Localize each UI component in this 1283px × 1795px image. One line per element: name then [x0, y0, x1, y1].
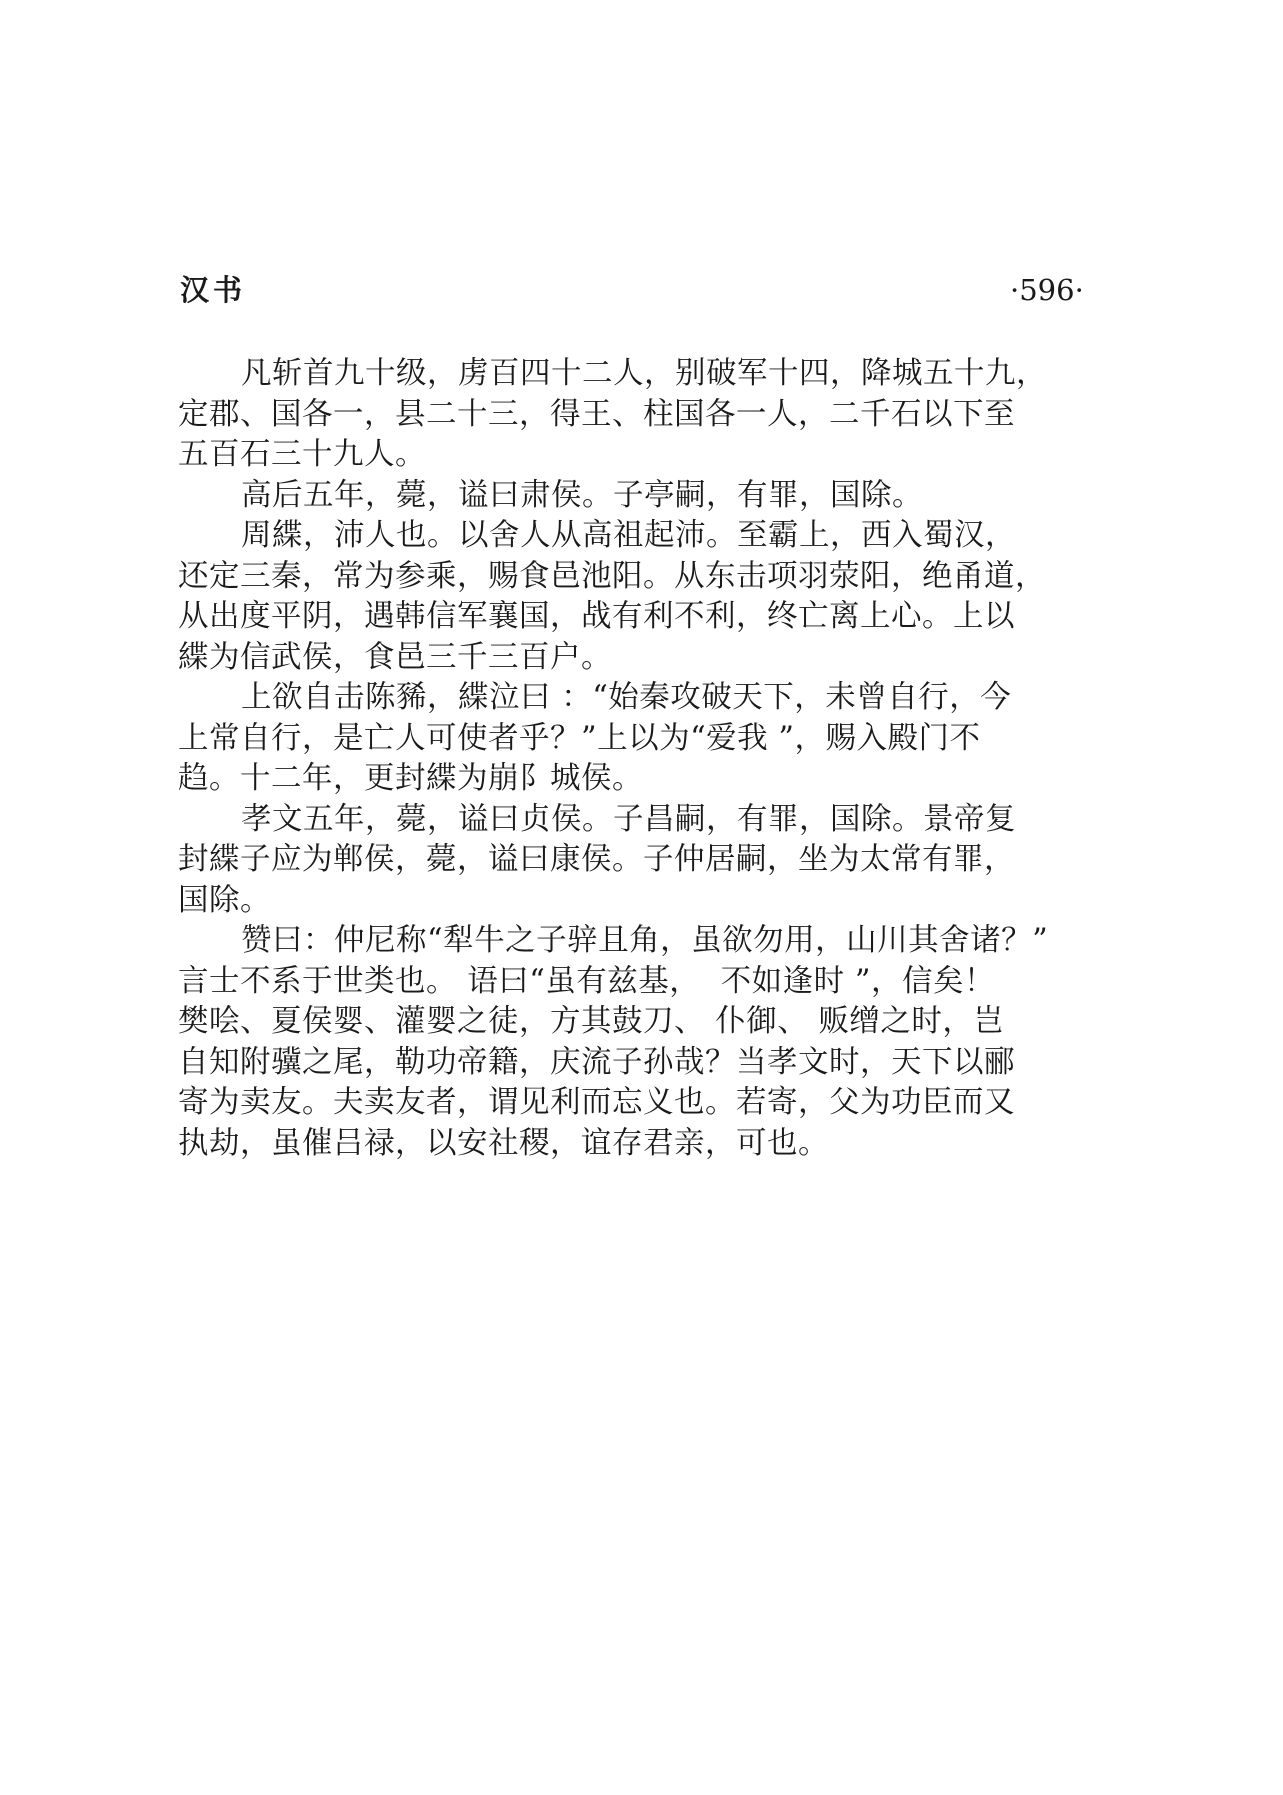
- text-line: 还定三秦，常为参乘，赐食邑池阳。从东击项羽荥阳，绝甬道，: [178, 558, 1046, 594]
- text-line: 定郡、国各一，县二十三，得王、柱国各一人，二千石以下至: [178, 396, 1015, 432]
- text-line: 上欲自击陈豨，緤泣曰 ：“始秦攻破天下，未曾自行，今: [241, 680, 1012, 715]
- text-line: 赞曰：仲尼称“犁牛之子骍且角，虽欲勿用，山川其舍诸？”: [241, 923, 1049, 958]
- text-line: 国除。: [178, 882, 271, 918]
- text-line: 封緤子应为郸侯，薨，谥曰康侯。子仲居嗣，坐为太常有罪，: [178, 842, 1015, 877]
- book-title: 汉书: [180, 273, 247, 307]
- text-line: 緤为信武侯，食邑三千三百户。: [178, 639, 612, 675]
- page-number: ·596·: [1010, 273, 1084, 307]
- text-line: 从出度平阴，遇韩信军襄国，战有利不利，终亡离上心。上以: [178, 599, 1015, 634]
- text-line: 五百石三十九人。: [178, 437, 426, 472]
- text-line: 凡斩首九十级，虏百四十二人，别破军十四，降城五十九，: [241, 356, 1047, 391]
- text-line: 上常自行，是亡人可使者乎？”上以为“爱我 ”，赐入殿门不: [178, 720, 981, 756]
- text-line: 樊哙、夏侯婴、灌婴之徒，方其鼓刀、 仆御、 贩缯之时，岂: [178, 1004, 1005, 1039]
- paragraph: [178, 921, 1058, 1164]
- paragraph: [178, 354, 1058, 476]
- body-text: [178, 354, 1058, 1164]
- text-line: 言士不系于世类也。 语曰“虽有兹基， 不如逢时 ”，信矣！: [178, 963, 995, 999]
- paragraph: [178, 516, 1058, 678]
- paragraph: [178, 678, 1058, 800]
- text-line: 孝文五年，薨，谥曰贞侯。子昌嗣，有罪，国除。景帝复: [241, 801, 1016, 837]
- text-line: 高后五年，薨，谥曰肃侯。子亭嗣，有罪，国除。: [241, 477, 923, 513]
- text-line: 周緤，沛人也。以舍人从高祖起沛。至霸上，西入蜀汉，: [241, 518, 1016, 553]
- text-line: 趋。十二年，更封緤为崩阝城侯。: [178, 761, 643, 796]
- text-line: 寄为卖友。夫卖友者，谓见利而忘义也。若寄，父为功臣而又: [178, 1085, 1015, 1120]
- paragraph: [178, 800, 1058, 922]
- text-line: 自知附骥之尾，勒功帝籍，庆流子孙哉？当孝文时，天下以郦: [178, 1044, 1015, 1080]
- paragraph: [178, 476, 1058, 517]
- text-line: 执劫，虽催吕禄，以安社稷，谊存君亲，可也。: [178, 1125, 829, 1161]
